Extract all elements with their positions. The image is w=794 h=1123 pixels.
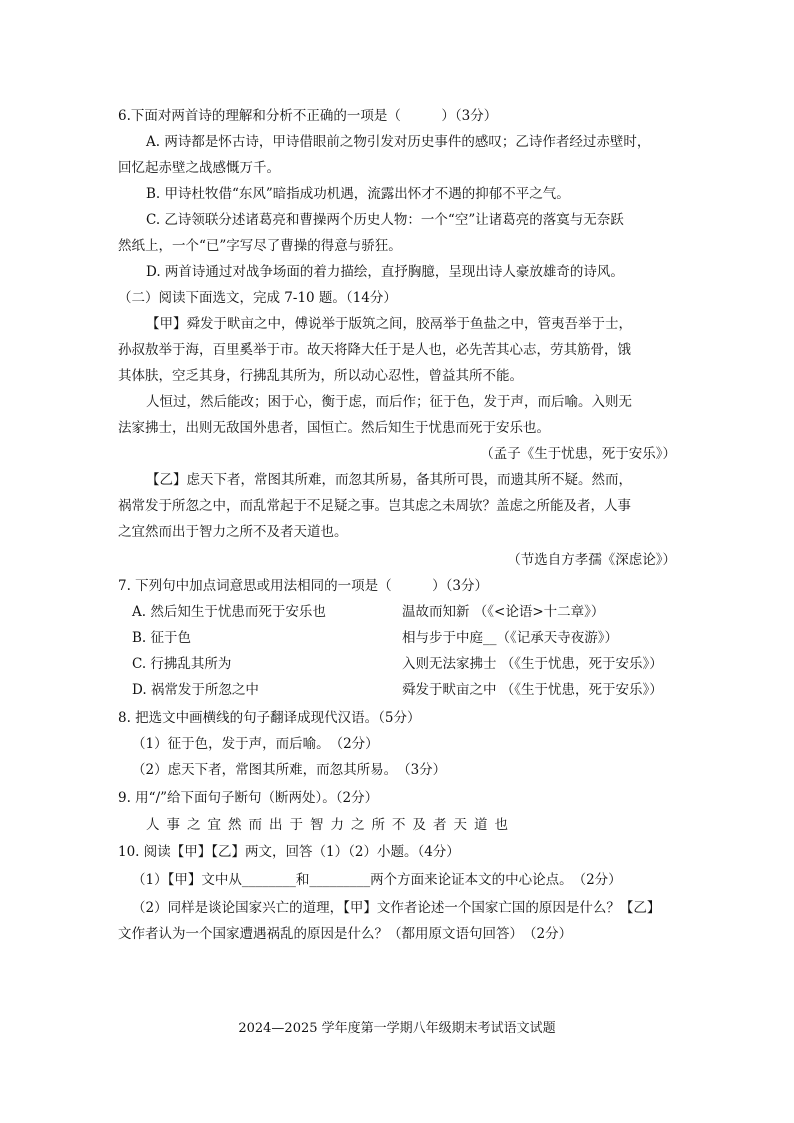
q7-option-b-right: 相与步于中庭__（《记承天寺夜游》） xyxy=(402,630,618,646)
q7-option-c-right: 入则无法家拂士 （《生于忧患，死于安乐》） xyxy=(402,656,663,672)
q6-option-a-line1: A. 两诗都是怀古诗，甲诗借眼前之物引发对历史事件的感叹；乙诗作者经过赤壁时， xyxy=(146,134,651,150)
passage-jia-p1-line3: 其体肤，空乏其身，行拂乱其所为，所以动心忍性，曾益其所不能。 xyxy=(118,368,523,384)
passage-yi-line3: 之宜然而出于智力之所不及者天道也。 xyxy=(118,524,348,540)
q6-stem: 6.下面对两首诗的理解和分析不正确的一项是（ ）（3分） xyxy=(118,108,498,124)
q6-option-b: B. 甲诗杜牧借“东风”暗指成功机遇，流露出怀才不遇的抑郁不平之气。 xyxy=(146,186,570,202)
q8-sub1: （1）征于色，发于声，而后喻。 （2分） xyxy=(132,736,379,752)
passage-jia-p1-line1: 【甲】舜发于畎亩之中，傅说举于版筑之间，胶鬲举于鱼盐之中，管夷吾举于士， xyxy=(146,316,632,332)
passage-jia-p1-line2: 孙叔敖举于海，百里奚举于市。故天将降大任于是人也，必先苦其心志，劳其筋骨，饿 xyxy=(118,342,631,358)
q10-sub2-line2: 文作者认为一个国家遭遇祸乱的原因是什么？（都用原文语句回答） （2分） xyxy=(118,926,573,942)
q9-sentence: 人事之宜然而出于智力之所不及者天道也 xyxy=(146,817,515,833)
q7-option-b-left: B. 征于色 xyxy=(132,630,192,646)
q7-stem: 7. 下列句中加点词意思或用法相同的一项是（ ）（3分） xyxy=(118,578,489,594)
q7-option-a-right: 温故而知新 （《<论语>十二章》） xyxy=(402,604,605,620)
passage-jia-source: （孟子《生于忧患，死于安乐》） xyxy=(480,446,676,462)
q6-option-c-line1: C. 乙诗领联分述诸葛亮和曹操两个历史人物：一个“空”让诸葛亮的落寞与无奈跃 xyxy=(146,212,624,228)
q9-stem: 9. 用“/”给下面句子断句（断两处）。（2分） xyxy=(118,790,379,806)
q7-option-a-left: A. 然后知生于忧患而死于安乐也 xyxy=(132,604,326,620)
passage-jia-p2-line1: 人恒过，然后能改；困于心，衡于虑，而后作；征于色，发于声，而后喻。入则无 xyxy=(146,394,632,410)
q10-sub2-line1: （2）同样是谈论国家兴亡的道理，【甲】文作者论述一个国家亡国的原因是什么？【乙】 xyxy=(132,900,661,916)
passage-yi-line2: 祸常发于所忽之中，而乱常起于不足疑之事。岂其虑之未周欤？盖虑之所能及者，人事 xyxy=(118,498,631,514)
q7-option-d-left: D. 祸常发于所忽之中 xyxy=(132,682,259,698)
passage-yi-source: （节选自方孝孺《深虑论》） xyxy=(507,552,676,568)
q6-option-c-line2: 然纸上，一个“已”字写尽了曹操的得意与骄狂。 xyxy=(118,238,402,254)
q8-stem: 8. 把选文中画横线的句子翻译成现代汉语。（5分） xyxy=(118,710,421,726)
q6-option-d: D. 两首诗通过对战争场面的着力描绘，直抒胸臆，呈现出诗人豪放雄奇的诗风。 xyxy=(146,264,624,280)
q6-option-a-line2: 回忆起赤壁之战感慨万千。 xyxy=(118,160,280,176)
section2-heading: （二）阅读下面选文，完成 7-10 题。（14分） xyxy=(118,290,397,306)
q10-stem: 10. 阅读【甲】【乙】两文，回答（1）（2）小题。（4分） xyxy=(118,844,460,860)
q7-option-d-right: 舜发于畎亩之中 （《生于忧患，死于安乐》） xyxy=(402,682,663,698)
page-footer: 2024—2025 学年度第一学期八年级期末考试语文试题 xyxy=(238,1021,556,1036)
q8-sub2: （2）虑天下者，常图其所难，而忽其所易。 （3分） xyxy=(132,762,447,778)
passage-jia-p2-line2: 法家拂士，出则无敌国外患者，国恒亡。然后知生于忧患而死于安乐也。 xyxy=(118,420,550,436)
q10-sub1: （1）【甲】文中从________和_________两个方面来论证本文的中心论点。 （2分） xyxy=(132,872,622,888)
q7-option-c-left: C. 行拂乱其所为 xyxy=(132,656,232,672)
passage-yi-line1: 【乙】虑天下者，常图其所难，而忽其所易，备其所可畏，而遗其所不疑。然而， xyxy=(146,472,632,488)
